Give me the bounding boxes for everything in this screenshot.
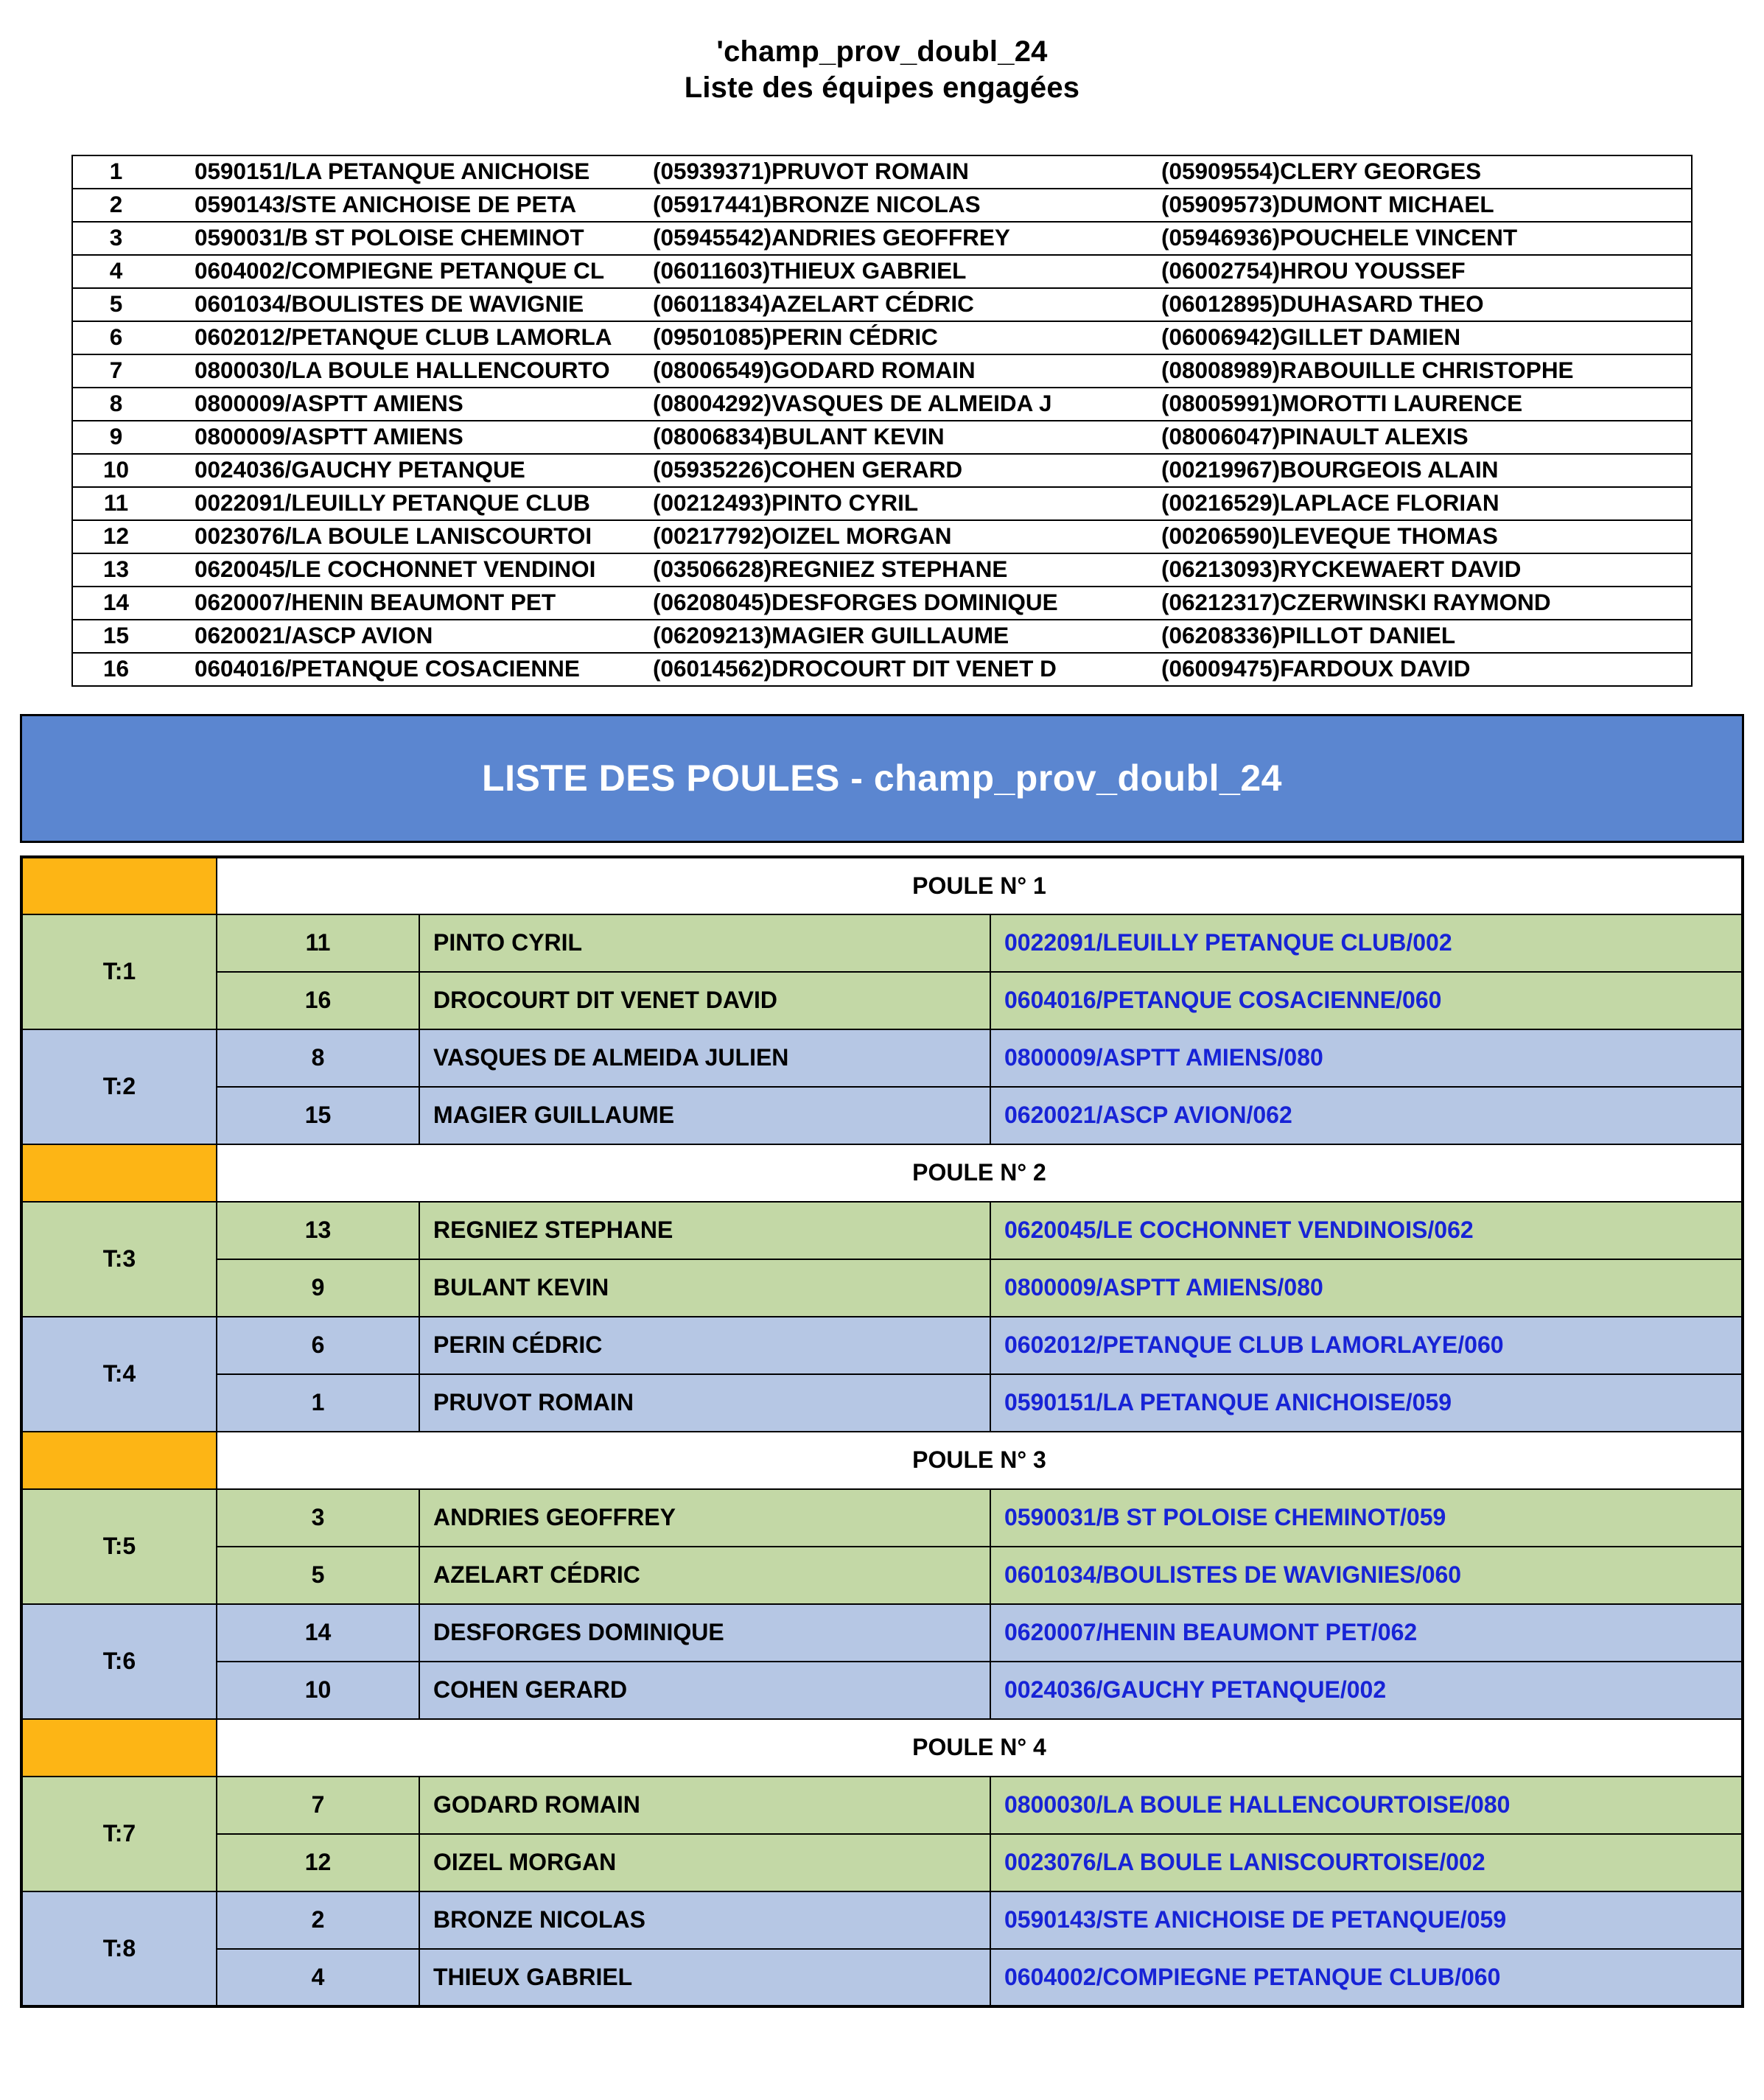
team-player-name: COHEN GERARD (419, 1662, 990, 1719)
poule-team-row (21, 1029, 1743, 1087)
team-club: 0620007/HENIN BEAUMONT PET (159, 587, 653, 620)
team-index: 3 (217, 1489, 419, 1547)
team-player-name: DROCOURT DIT VENET DAVID (419, 972, 990, 1029)
team-player-1: (03506628)REGNIEZ STEPHANE (653, 553, 1161, 587)
team-player-2: (08005991)MOROTTI LAURENCE (1161, 388, 1692, 421)
team-index: 15 (72, 620, 159, 653)
table-row (72, 454, 1692, 487)
team-club: 0590031/B ST POLOISE CHEMINOT/059 (990, 1489, 1743, 1547)
team-player-1: (06011603)THIEUX GABRIEL (653, 255, 1161, 288)
team-club: 0590151/LA PETANQUE ANICHOISE (159, 155, 653, 189)
team-player-1: (06208045)DESFORGES DOMINIQUE (653, 587, 1161, 620)
team-player-name: THIEUX GABRIEL (419, 1949, 990, 2006)
terrain-label: T:5 (21, 1489, 217, 1604)
team-index: 7 (217, 1777, 419, 1834)
poule-team-row (21, 972, 1743, 1029)
team-club: 0800009/ASPTT AMIENS/080 (990, 1029, 1743, 1087)
poule-team-row (21, 1604, 1743, 1662)
poule-team-row (21, 1891, 1743, 1949)
terrain-label: T:8 (21, 1891, 217, 2006)
team-club: 0800009/ASPTT AMIENS/080 (990, 1259, 1743, 1317)
team-club: 0590151/LA PETANQUE ANICHOISE/059 (990, 1374, 1743, 1432)
team-player-2: (05909573)DUMONT MICHAEL (1161, 189, 1692, 222)
team-player-name: AZELART CÉDRIC (419, 1547, 990, 1604)
team-index: 1 (72, 155, 159, 189)
document-title: 'champ_prov_doubl_24 (716, 35, 1048, 68)
team-club: 0590143/STE ANICHOISE DE PETANQUE/059 (990, 1891, 1743, 1949)
team-player-1: (05917441)BRONZE NICOLAS (653, 189, 1161, 222)
team-index: 13 (72, 553, 159, 587)
poule-team-row (21, 1202, 1743, 1259)
poule-label: POULE N° 3 (217, 1432, 1743, 1489)
team-player-2: (00219967)BOURGEOIS ALAIN (1161, 454, 1692, 487)
team-club: 0620045/LE COCHONNET VENDINOIS/062 (990, 1202, 1743, 1259)
team-index: 6 (72, 321, 159, 354)
engaged-teams-table (71, 155, 1693, 687)
table-row (72, 653, 1692, 686)
table-row (72, 255, 1692, 288)
poule-label: POULE N° 2 (217, 1144, 1743, 1202)
team-player-2: (08008989)RABOUILLE CHRISTOPHE (1161, 354, 1692, 388)
team-player-1: (06011834)AZELART CÉDRIC (653, 288, 1161, 321)
team-player-2: (06009475)FARDOUX DAVID (1161, 653, 1692, 686)
poule-header-row (21, 1432, 1743, 1489)
team-player-2: (08006047)PINAULT ALEXIS (1161, 421, 1692, 454)
team-player-name: BULANT KEVIN (419, 1259, 990, 1317)
team-index: 11 (72, 487, 159, 520)
team-player-1: (05935226)COHEN GERARD (653, 454, 1161, 487)
table-row (72, 487, 1692, 520)
poules-banner-title: LISTE DES POULES - champ_prov_doubl_24 (482, 757, 1282, 799)
table-row (72, 354, 1692, 388)
team-index: 7 (72, 354, 159, 388)
team-player-name: VASQUES DE ALMEIDA JULIEN (419, 1029, 990, 1087)
poule-header-row (21, 857, 1743, 914)
team-index: 12 (217, 1834, 419, 1891)
poule-marker (21, 1719, 217, 1777)
team-club: 0604016/PETANQUE COSACIENNE/060 (990, 972, 1743, 1029)
poule-marker (21, 1432, 217, 1489)
poule-label: POULE N° 4 (217, 1719, 1743, 1777)
team-player-name: BRONZE NICOLAS (419, 1891, 990, 1949)
team-index: 5 (72, 288, 159, 321)
team-index: 13 (217, 1202, 419, 1259)
team-player-name: PERIN CÉDRIC (419, 1317, 990, 1374)
terrain-label: T:2 (21, 1029, 217, 1144)
table-row (72, 553, 1692, 587)
poule-team-row (21, 1374, 1743, 1432)
team-club: 0022091/LEUILLY PETANQUE CLUB/002 (990, 914, 1743, 972)
terrain-label: T:4 (21, 1317, 217, 1432)
team-index: 16 (72, 653, 159, 686)
team-index: 1 (217, 1374, 419, 1432)
poule-header-row (21, 1719, 1743, 1777)
poule-marker (21, 1144, 217, 1202)
poules-table (20, 855, 1744, 2008)
team-index: 15 (217, 1087, 419, 1144)
team-club: 0023076/LA BOULE LANISCOURTOISE/002 (990, 1834, 1743, 1891)
team-club: 0590031/B ST POLOISE CHEMINOT (159, 222, 653, 255)
poule-team-row (21, 914, 1743, 972)
team-club: 0604002/COMPIEGNE PETANQUE CLUB/060 (990, 1949, 1743, 2006)
team-player-2: (05946936)POUCHELE VINCENT (1161, 222, 1692, 255)
team-player-name: GODARD ROMAIN (419, 1777, 990, 1834)
team-index: 9 (72, 421, 159, 454)
poule-header-row (21, 1144, 1743, 1202)
team-club: 0024036/GAUCHY PETANQUE/002 (990, 1662, 1743, 1719)
table-row (72, 587, 1692, 620)
team-player-1: (08006549)GODARD ROMAIN (653, 354, 1161, 388)
terrain-label: T:1 (21, 914, 217, 1029)
team-club: 0022091/LEUILLY PETANQUE CLUB (159, 487, 653, 520)
team-player-2: (06213093)RYCKEWAERT DAVID (1161, 553, 1692, 587)
team-club: 0602012/PETANQUE CLUB LAMORLAYE/060 (990, 1317, 1743, 1374)
terrain-label: T:6 (21, 1604, 217, 1719)
team-player-name: ANDRIES GEOFFREY (419, 1489, 990, 1547)
terrain-label: T:3 (21, 1202, 217, 1317)
poule-team-row (21, 1087, 1743, 1144)
poule-marker (21, 857, 217, 914)
team-club: 0604016/PETANQUE COSACIENNE (159, 653, 653, 686)
team-player-name: DESFORGES DOMINIQUE (419, 1604, 990, 1662)
team-player-name: PRUVOT ROMAIN (419, 1374, 990, 1432)
team-player-2: (06002754)HROU YOUSSEF (1161, 255, 1692, 288)
team-index: 4 (217, 1949, 419, 2006)
table-row (72, 520, 1692, 553)
table-row (72, 388, 1692, 421)
team-player-1: (05939371)PRUVOT ROMAIN (653, 155, 1161, 189)
team-index: 10 (72, 454, 159, 487)
team-club: 0620045/LE COCHONNET VENDINOI (159, 553, 653, 587)
team-player-1: (00212493)PINTO CYRIL (653, 487, 1161, 520)
team-player-name: MAGIER GUILLAUME (419, 1087, 990, 1144)
team-index: 9 (217, 1259, 419, 1317)
team-index: 2 (217, 1891, 419, 1949)
table-row (72, 222, 1692, 255)
team-index: 14 (72, 587, 159, 620)
team-player-2: (06212317)CZERWINSKI RAYMOND (1161, 587, 1692, 620)
terrain-label: T:7 (21, 1777, 217, 1891)
team-player-1: (08004292)VASQUES DE ALMEIDA J (653, 388, 1161, 421)
poule-team-row (21, 1949, 1743, 2006)
team-player-1: (05945542)ANDRIES GEOFFREY (653, 222, 1161, 255)
team-club: 0620021/ASCP AVION/062 (990, 1087, 1743, 1144)
team-club: 0620021/ASCP AVION (159, 620, 653, 653)
team-club: 0023076/LA BOULE LANISCOURTOI (159, 520, 653, 553)
team-player-1: (09501085)PERIN CÉDRIC (653, 321, 1161, 354)
team-player-1: (06014562)DROCOURT DIT VENET D (653, 653, 1161, 686)
document-header (0, 0, 1764, 106)
table-row (72, 288, 1692, 321)
team-player-2: (06208336)PILLOT DANIEL (1161, 620, 1692, 653)
team-index: 4 (72, 255, 159, 288)
team-index: 8 (217, 1029, 419, 1087)
team-index: 10 (217, 1662, 419, 1719)
table-row (72, 620, 1692, 653)
team-club: 0800009/ASPTT AMIENS (159, 421, 653, 454)
team-player-2: (06012895)DUHASARD THEO (1161, 288, 1692, 321)
team-index: 14 (217, 1604, 419, 1662)
team-club: 0800030/LA BOULE HALLENCOURTOISE/080 (990, 1777, 1743, 1834)
team-index: 16 (217, 972, 419, 1029)
team-player-1: (06209213)MAGIER GUILLAUME (653, 620, 1161, 653)
team-player-1: (08006834)BULANT KEVIN (653, 421, 1161, 454)
team-player-2: (05909554)CLERY GEORGES (1161, 155, 1692, 189)
team-index: 12 (72, 520, 159, 553)
team-club: 0024036/GAUCHY PETANQUE (159, 454, 653, 487)
table-row (72, 189, 1692, 222)
poule-team-row (21, 1259, 1743, 1317)
document-subtitle: Liste des équipes engagées (684, 71, 1080, 104)
team-club: 0604002/COMPIEGNE PETANQUE CL (159, 255, 653, 288)
poule-team-row (21, 1317, 1743, 1374)
team-index: 8 (72, 388, 159, 421)
team-player-1: (00217792)OIZEL MORGAN (653, 520, 1161, 553)
team-player-2: (06006942)GILLET DAMIEN (1161, 321, 1692, 354)
team-club: 0620007/HENIN BEAUMONT PET/062 (990, 1604, 1743, 1662)
poules-banner (20, 714, 1744, 843)
poule-label: POULE N° 1 (217, 857, 1743, 914)
team-player-2: (00206590)LEVEQUE THOMAS (1161, 520, 1692, 553)
team-club: 0800009/ASPTT AMIENS (159, 388, 653, 421)
table-row (72, 421, 1692, 454)
poule-team-row (21, 1834, 1743, 1891)
poule-team-row (21, 1777, 1743, 1834)
team-player-name: OIZEL MORGAN (419, 1834, 990, 1891)
team-player-name: REGNIEZ STEPHANE (419, 1202, 990, 1259)
table-row (72, 155, 1692, 189)
team-index: 5 (217, 1547, 419, 1604)
team-player-name: PINTO CYRIL (419, 914, 990, 972)
team-index: 2 (72, 189, 159, 222)
team-club: 0601034/BOULISTES DE WAVIGNIES/060 (990, 1547, 1743, 1604)
poule-team-row (21, 1547, 1743, 1604)
team-index: 11 (217, 914, 419, 972)
team-club: 0602012/PETANQUE CLUB LAMORLA (159, 321, 653, 354)
poule-team-row (21, 1662, 1743, 1719)
poule-team-row (21, 1489, 1743, 1547)
team-club: 0590143/STE ANICHOISE DE PETA (159, 189, 653, 222)
team-club: 0800030/LA BOULE HALLENCOURTO (159, 354, 653, 388)
team-index: 6 (217, 1317, 419, 1374)
table-row (72, 321, 1692, 354)
team-player-2: (00216529)LAPLACE FLORIAN (1161, 487, 1692, 520)
team-index: 3 (72, 222, 159, 255)
team-club: 0601034/BOULISTES DE WAVIGNIE (159, 288, 653, 321)
